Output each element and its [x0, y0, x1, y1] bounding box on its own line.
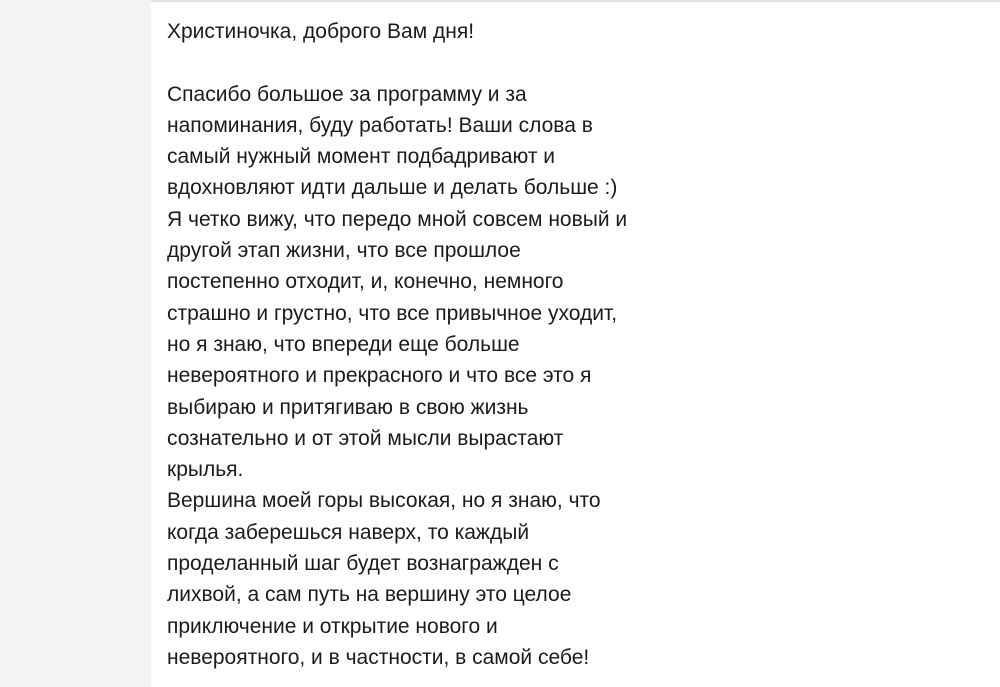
message-line: вдохновляют идти дальше и делать больше :): [167, 176, 618, 200]
message-line: постепенно отходит, и, конечно, немного: [167, 270, 564, 294]
message-line: приключение и открытие нового и: [167, 614, 498, 638]
message-line: самый нужный момент подбадривают и: [167, 145, 555, 169]
message-line: Вершина моей горы высокая, но я знаю, что: [167, 489, 601, 513]
message-body: [167, 16, 727, 673]
message-line: проделанный шаг будет вознагражден с: [167, 552, 559, 576]
message-line: Я четко вижу, что передо мной совсем новый и: [167, 207, 628, 231]
message-line: выбираю и притягиваю в свою жизнь: [167, 395, 529, 419]
message-line: сознательно и от этой мысли вырастают: [167, 426, 564, 450]
left-gutter: [0, 0, 151, 687]
message-line: невероятного, и в частности, в самой себе!: [167, 645, 590, 669]
message-line: крылья.: [167, 458, 244, 482]
message-line: невероятного и прекрасного и что все это я: [167, 364, 592, 388]
message-panel: [151, 0, 1000, 687]
message-line: лихвой, а сам путь на вершину это целое: [167, 583, 572, 607]
message-line: когда заберешься наверх, то каждый: [167, 520, 530, 544]
message-greeting: Христиночка, доброго Вам дня!: [167, 20, 475, 43]
message-line: Спасибо большое за программу и за: [167, 82, 527, 106]
message-line: напоминания, буду работать! Ваши слова в: [167, 113, 593, 137]
message-line: другой этап жизни, что все прошлое: [167, 239, 521, 263]
message-line: но я знаю, что впереди еще больше: [167, 332, 520, 356]
paragraph-gap: [167, 47, 727, 78]
message-line: страшно и грустно, что все привычное уходит,: [167, 301, 618, 325]
